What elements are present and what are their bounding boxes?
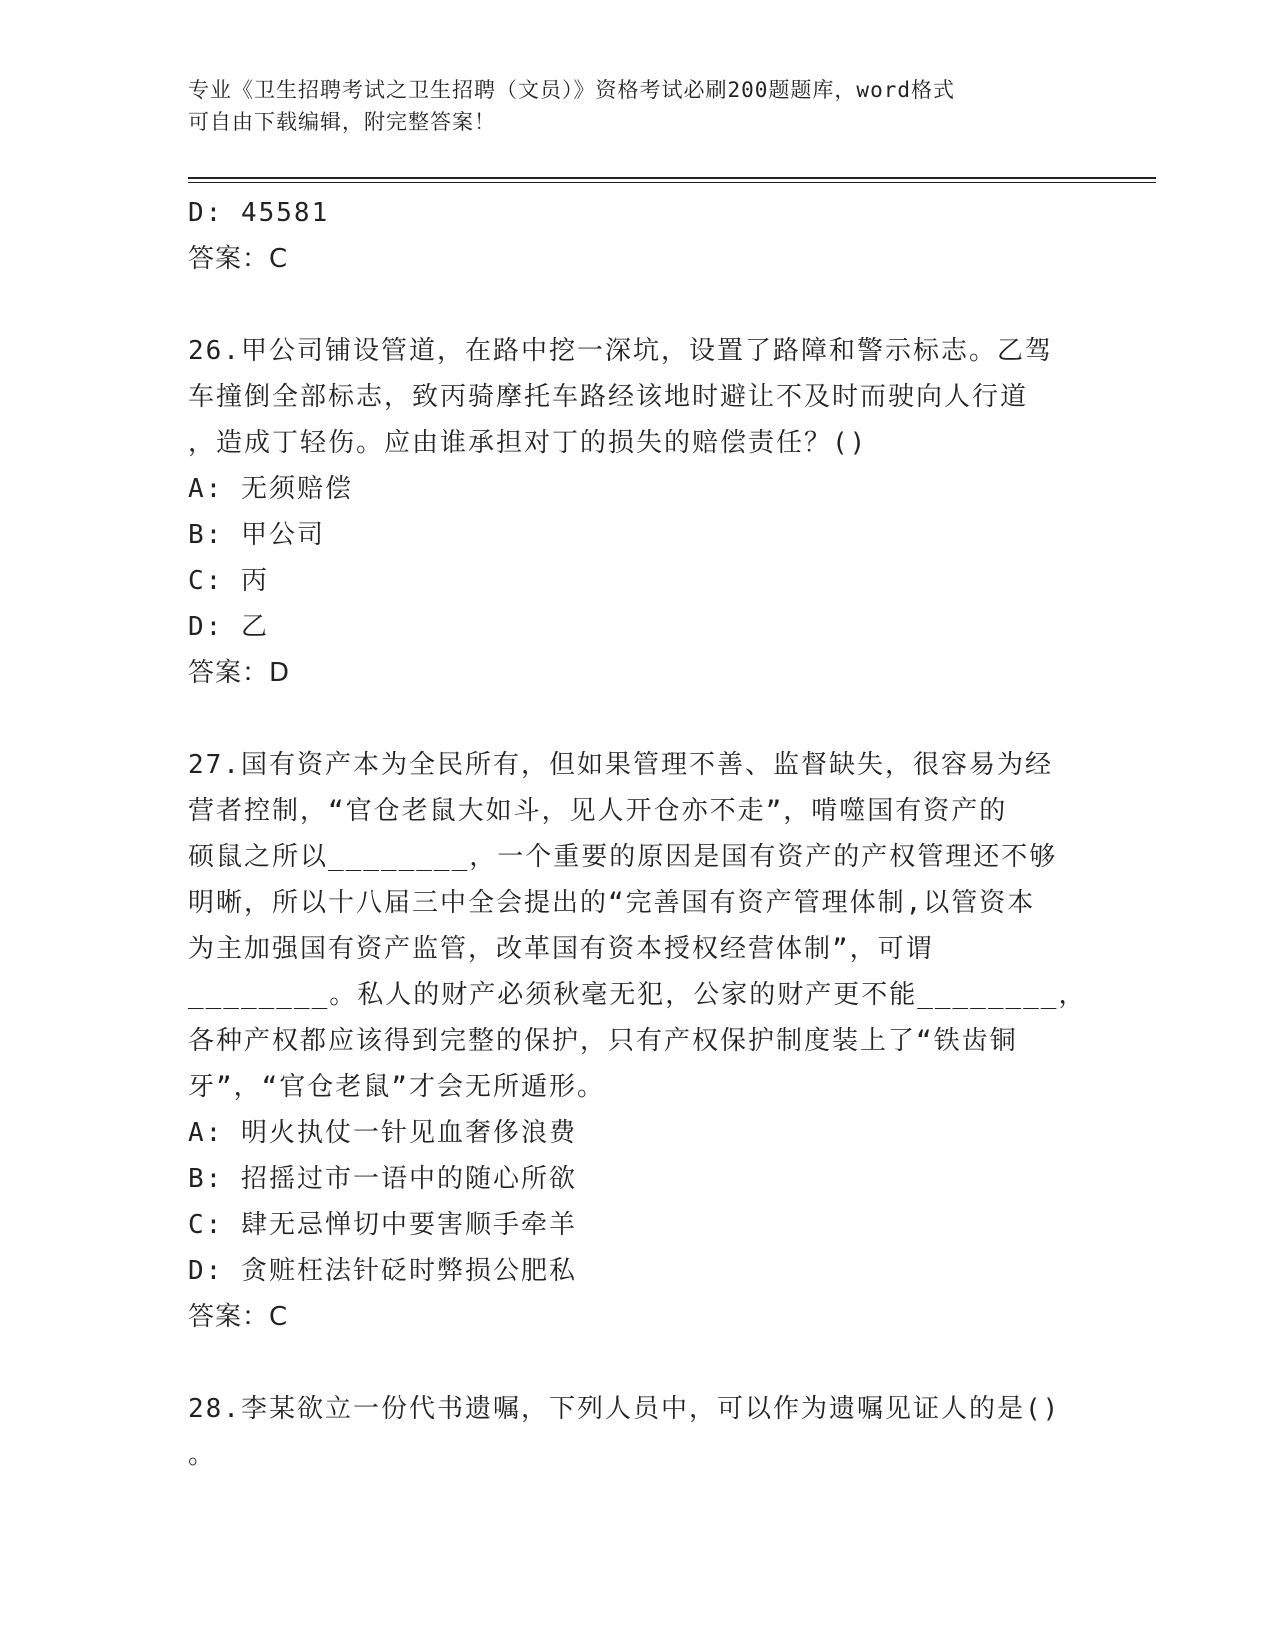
question-text-line: 为主加强国有资产监管，改革国有资本授权经营体制”，可谓	[188, 934, 934, 964]
question-text-line: 牙”，“官仓老鼠”才会无所遁形。	[188, 1072, 605, 1102]
option-b: B: 甲公司	[188, 520, 325, 550]
option-d: D: 贪赃枉法针砭时弊损公肥私	[188, 1256, 577, 1286]
option-c: C: 肆无忌惮切中要害顺手牵羊	[188, 1210, 577, 1240]
answer-line: 答案：C	[188, 244, 289, 274]
question-26	[188, 328, 1088, 696]
question-28	[188, 1386, 1088, 1478]
question-text-line: ________。私人的财产必须秋毫无犯，公家的财产更不能________，	[188, 980, 1087, 1010]
question-text-line: 硕鼠之所以________，一个重要的原因是国有资产的产权管理还不够	[188, 842, 1058, 872]
header-divider-thin	[188, 182, 1156, 183]
question-text-line: 车撞倒全部标志，致丙骑摩托车路经该地时避让不及时而驶向人行道	[188, 382, 1029, 412]
question-text-line: 营者控制，“官仓老鼠大如斗，见人开仓亦不走”，啃噬国有资产的	[188, 796, 1008, 826]
question-27	[188, 742, 1088, 1340]
spacer	[188, 696, 1088, 742]
answer-line: 答案：D	[188, 658, 291, 688]
header-title-line-2: 可自由下载编辑，附完整答案！	[188, 110, 496, 134]
previous-question-tail	[188, 190, 1088, 282]
answer-line: 答案：C	[188, 1302, 289, 1332]
header-divider-thick	[188, 177, 1156, 179]
option-d: D: 乙	[188, 612, 269, 642]
question-text-line: 各种产权都应该得到完整的保护，只有产权保护制度装上了“铁齿铜	[188, 1026, 1018, 1056]
spacer	[188, 1340, 1088, 1386]
option-c: C: 丙	[188, 566, 269, 596]
question-text-line: 。	[188, 1440, 217, 1470]
question-content	[188, 190, 1088, 1478]
spacer	[188, 282, 1088, 328]
question-text-line: ，造成丁轻伤。应由谁承担对丁的损失的赔偿责任？()	[188, 428, 868, 458]
option-a: A: 明火执仗一针见血奢侈浪费	[188, 1118, 577, 1148]
header-title-line-1: 专业《卫生招聘考试之卫生招聘（文员）》资格考试必刷200题题库，word格式	[188, 78, 955, 102]
document-header	[188, 74, 1088, 138]
question-text-line: 26.甲公司铺设管道，在路中挖一深坑，设置了路障和警示标志。乙驾	[188, 336, 1053, 366]
option-b: B: 招摇过市一语中的随心所欲	[188, 1164, 577, 1194]
question-text-line: 27.国有资产本为全民所有，但如果管理不善、监督缺失，很容易为经	[188, 750, 1053, 780]
question-text-line: 28.李某欲立一份代书遗嘱，下列人员中，可以作为遗嘱见证人的是()	[188, 1394, 1061, 1424]
question-text-line: 明晰，所以十八届三中全会提出的“完善国有资产管理体制,以管资本	[188, 888, 1036, 918]
option-a: A: 无须赔偿	[188, 474, 353, 504]
option-d: D: 45581	[188, 198, 330, 228]
